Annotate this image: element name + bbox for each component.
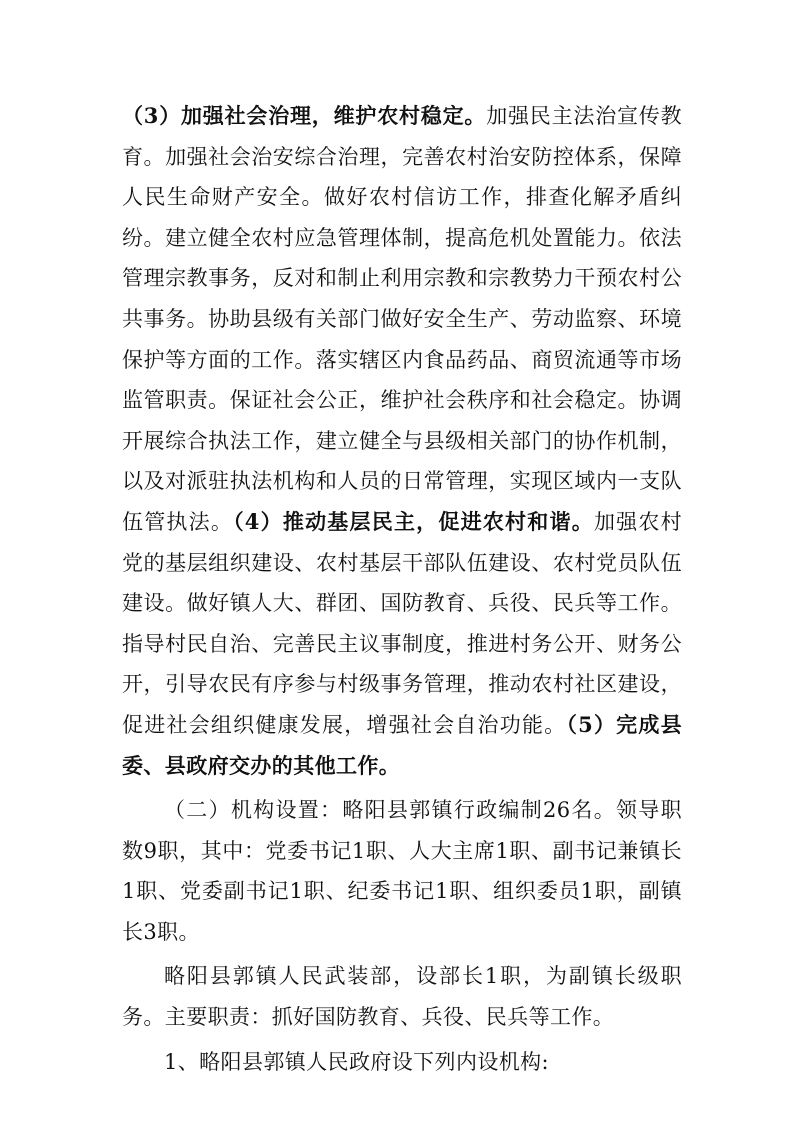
document-body — [122, 96, 682, 1082]
duty-text-3: 加强民主法治宣传教育。加强社会治安综合治理，完善农村治安防控体系，保障人民生命财产安全。做好农村信访工作，排查化解矛盾纠纷。建立健全农村应急管理体制，提高危机处置能力。依法管理宗教事务，反对和制止利用宗教和宗教势力干预农村公共事务。协助县级有关部门做好安全生产、劳动监察、环境保护等方面的工作。落实辖区内食品药品、商贸流通等市场监管职责。保证社会公正，维护社会秩序和社会稳定。协调开展综合执法工作，建立健全与县级相关部门的协作机制，以及对派驻执法机构和人员的日常管理，实现区域内一支队伍管执法。 — [122, 104, 682, 534]
duty-heading-5: （5）完成县委、县政府交办的其他工作。 — [122, 711, 682, 778]
duty-heading-3: （3）加强社会治理，维护农村稳定。 — [122, 103, 487, 128]
organization-setup-paragraph: （二）机构设置：略阳县郭镇行政编制26名。领导职数9职，其中：党委书记1职、人大主席1职、副书记兼镇长1职、党委副书记1职、纪委书记1职、组织委员1职，副镇长3职。 — [122, 798, 682, 944]
armed-forces-paragraph: 略阳县郭镇人民武装部，设部长1职，为副镇长级职务。主要职责：抓好国防教育、兵役、民兵等工作。 — [122, 964, 682, 1030]
duty-text-4: 加强农村党的基层组织建设、农村基层干部队伍建设、农村党员队伍建设。做好镇人大、群团、国防教育、兵役、民兵等工作。指导村民自治、完善民主议事制度，推进村务公开、财务公开，引导农民有序参与村级事务管理，推动农村社区建设，促进社会组织健康发展，增强社会自治功能。 — [122, 509, 682, 737]
internal-agencies-heading: 1、略阳县郭镇人民政府设下列内设机构: — [164, 1049, 550, 1074]
duties-paragraph — [122, 96, 682, 786]
duty-heading-4: （4）推动基层民主，促进农村和谐。 — [233, 508, 594, 534]
